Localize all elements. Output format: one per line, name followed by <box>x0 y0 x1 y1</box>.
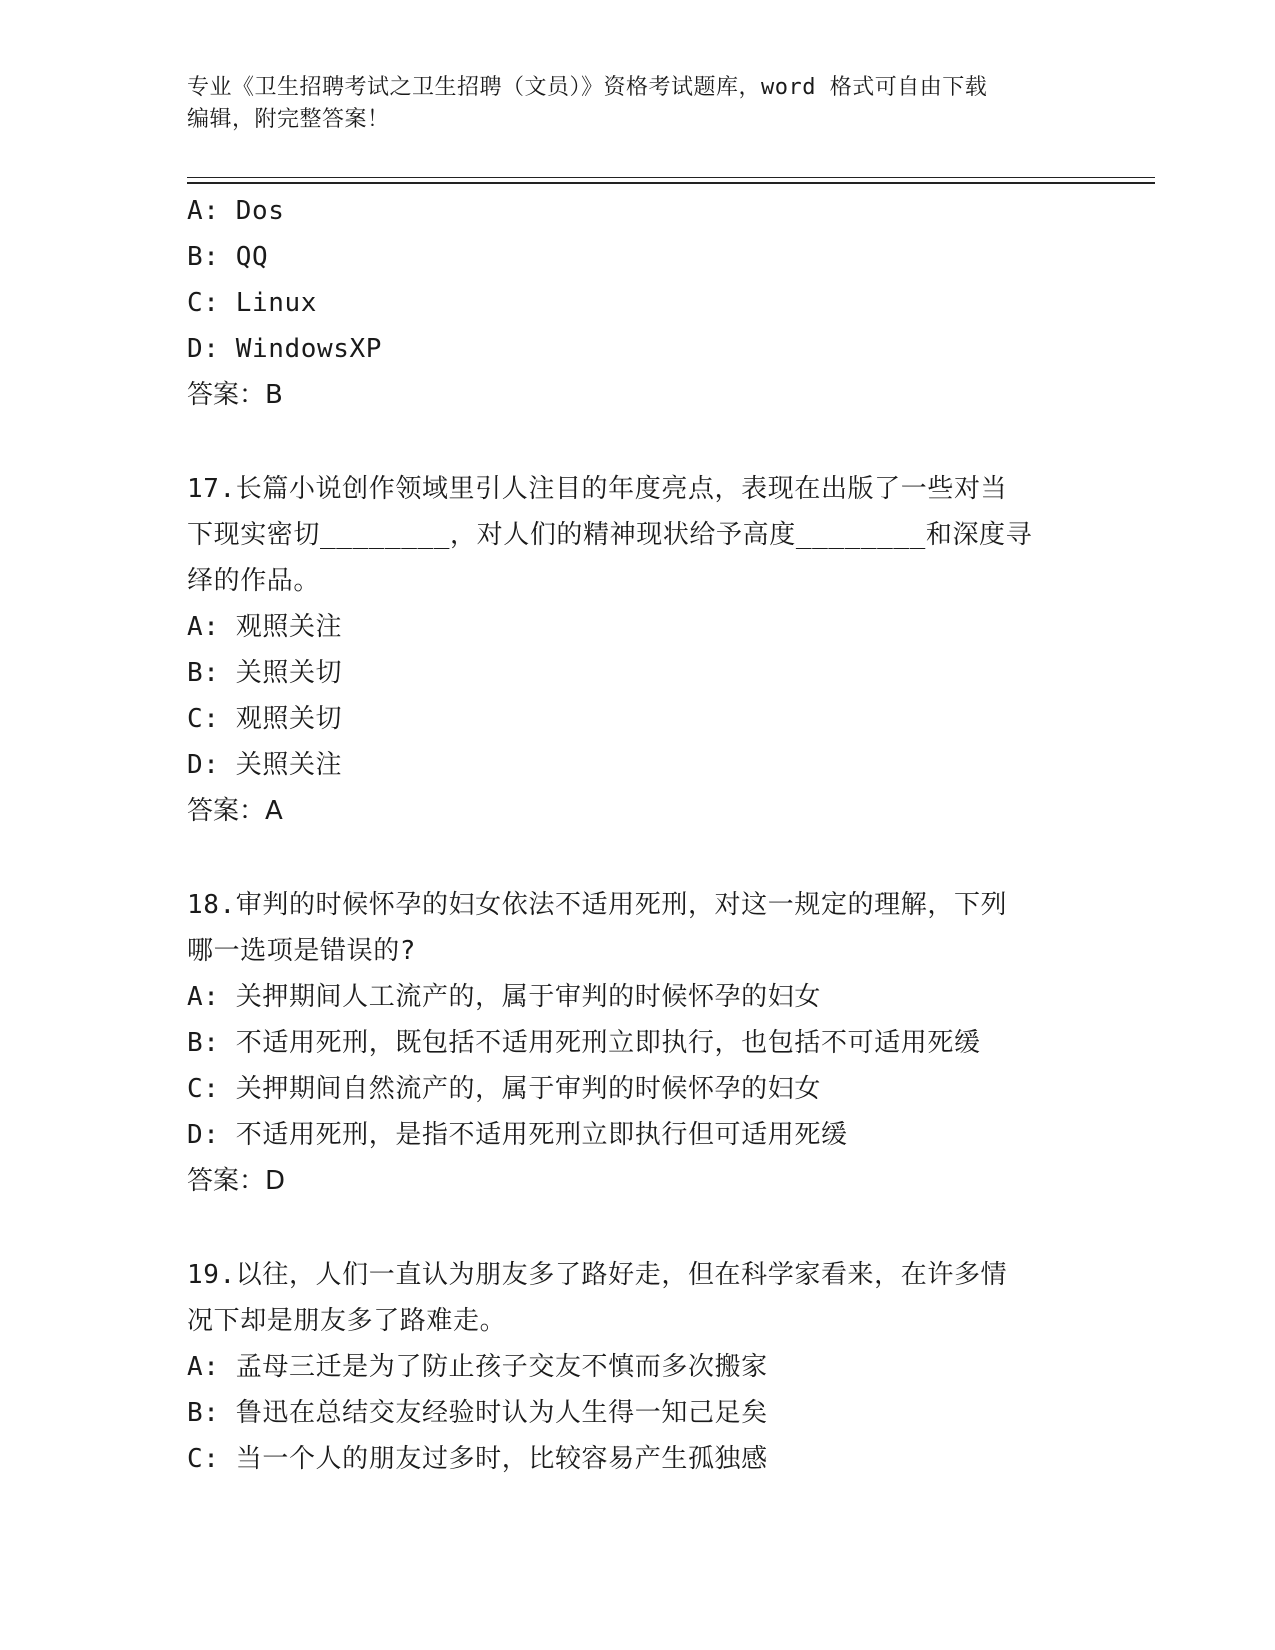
document-header <box>187 72 1087 136</box>
spacer <box>187 418 1087 466</box>
option-d: D: WindowsXP <box>187 334 383 364</box>
header-divider-thick <box>187 182 1155 184</box>
question-stem <box>187 466 1087 604</box>
option-d: D: 不适用死刑，是指不适用死刑立即执行但可适用死缓 <box>187 1120 848 1150</box>
header-line-2: 编辑，附完整答案！ <box>187 107 390 132</box>
option-c: C: 当一个人的朋友过多时，比较容易产生孤独感 <box>187 1444 768 1474</box>
option-a: A: 关押期间人工流产的，属于审判的时候怀孕的妇女 <box>187 982 821 1012</box>
spacer <box>187 834 1087 882</box>
question-stem-line: 下现实密切________，对人们的精神现状给予高度________和深度寻 <box>187 520 1033 550</box>
option-c: C: Linux <box>187 288 318 318</box>
option-b: B: 鲁迅在总结交友经验时认为人生得一知己足矣 <box>187 1398 768 1428</box>
question-stem-line: 17.长篇小说创作领域里引人注目的年度亮点，表现在出版了一些对当 <box>187 474 1008 504</box>
question-stem-line: 19.以往，人们一直认为朋友多了路好走，但在科学家看来，在许多情 <box>187 1260 1008 1290</box>
question-stem-line: 哪一选项是错误的? <box>187 936 417 966</box>
header-line-1: 专业《卫生招聘考试之卫生招聘（文员）》资格考试题库，word 格式可自由下载 <box>187 75 988 100</box>
answer: 答案：A <box>187 796 283 826</box>
header-divider-thin <box>187 177 1155 178</box>
question-stem-line: 18.审判的时候怀孕的妇女依法不适用死刑，对这一规定的理解，下列 <box>187 890 1008 920</box>
question-stem <box>187 1252 1087 1344</box>
question-stem-line: 绎的作品。 <box>187 566 321 596</box>
question-list <box>187 188 1087 1482</box>
question-stem <box>187 882 1087 974</box>
answer: 答案：B <box>187 380 283 410</box>
spacer <box>187 1204 1087 1252</box>
question-19 <box>187 1252 1087 1482</box>
option-a: A: 孟母三迁是为了防止孩子交友不慎而多次搬家 <box>187 1352 768 1382</box>
option-c: C: 关押期间自然流产的，属于审判的时候怀孕的妇女 <box>187 1074 821 1104</box>
question-stem-line: 况下却是朋友多了路难走。 <box>187 1306 507 1336</box>
question-16 <box>187 188 1087 418</box>
answer: 答案：D <box>187 1166 286 1196</box>
option-b: B: QQ <box>187 242 269 272</box>
option-a: A: 观照关注 <box>187 612 343 642</box>
option-b: B: 不适用死刑，既包括不适用死刑立即执行，也包括不可适用死缓 <box>187 1028 981 1058</box>
question-17 <box>187 466 1087 834</box>
option-c: C: 观照关切 <box>187 704 343 734</box>
option-a: A: Dos <box>187 196 285 226</box>
option-d: D: 关照关注 <box>187 750 343 780</box>
question-18 <box>187 882 1087 1204</box>
option-b: B: 关照关切 <box>187 658 343 688</box>
